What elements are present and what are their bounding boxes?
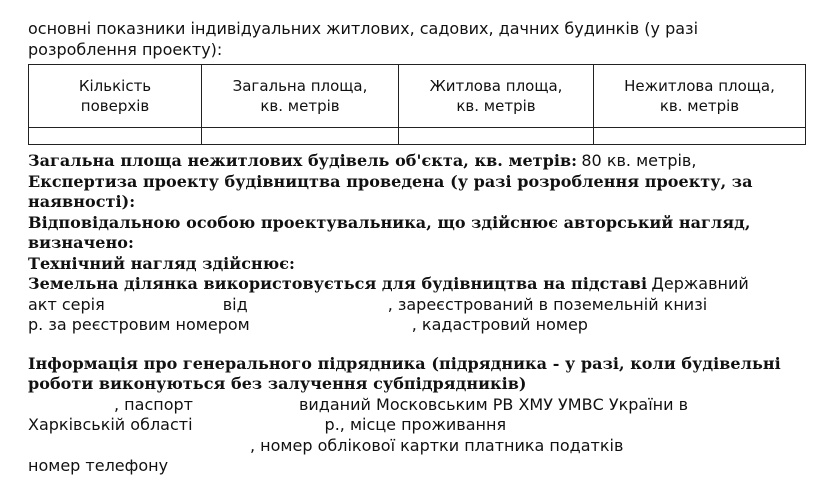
land-cadastral-label: , кадастровий номер (411, 315, 588, 334)
nonres-area-label: Загальна площа нежитлових будівель об'єкта, кв. метрів: (28, 151, 578, 170)
header-floors-line1: Кількість (78, 77, 152, 95)
header-living-area-line2: кв. метрів (456, 97, 536, 115)
passport-label: , паспорт (114, 394, 193, 414)
table-header-row (29, 65, 806, 128)
region-text: Харківській області (28, 415, 193, 434)
contractor-line-4 (28, 456, 813, 477)
land-line-3 (28, 315, 813, 336)
contractor-label-1: Інформація про генерального підрядника (підрядника - у разі, коли будівельні (28, 353, 781, 373)
table-header-cell (202, 65, 399, 128)
header-total-area-line1: Загальна площа, (232, 77, 368, 95)
land-basis-label: Земельна ділянка використовується для будівництва на підставі (28, 274, 648, 293)
contractor-line-1 (28, 395, 813, 416)
contractor-line-3 (28, 436, 813, 457)
expertise-label-1: Експертиза проекту будівництва проведена (у разі розроблення проекту, за (28, 171, 753, 191)
table-row (29, 128, 806, 145)
contractor-line-2 (28, 415, 813, 436)
land-line-2 (28, 295, 813, 316)
document-body (28, 0, 813, 477)
table-cell (399, 128, 594, 145)
header-total-area-line2: кв. метрів (260, 97, 340, 115)
intro-line-2: розроблення проекту): (28, 39, 223, 59)
land-act-label: акт серія (28, 294, 105, 314)
land-reg-number-label: р. за реєстровим номером (28, 315, 250, 334)
table-header-cell (399, 65, 594, 128)
header-nonliving-area-line1: Нежитлова площа, (624, 77, 775, 95)
nonres-area-line (28, 151, 813, 172)
nonres-area-value: 80 кв. метрів, (581, 151, 697, 170)
header-nonliving-area-line2: кв. метрів (659, 97, 740, 115)
intro-line-1: основні показники індивідуальних житлових, садових, дачних будинків (у разі (28, 19, 699, 38)
tax-card-label: , номер облікової картки платника податків (250, 435, 624, 455)
land-basis-value: Державний (651, 274, 749, 293)
contractor-label-2: роботи виконуються без залучення субпідрядників) (28, 374, 527, 393)
residence-label: р., місце проживання (324, 415, 507, 434)
table-cell (29, 128, 202, 145)
indicators-table (28, 64, 806, 145)
table-header-cell (594, 65, 806, 128)
tech-supervision-label: Технічний нагляд здійснює: (28, 253, 295, 273)
table-header-cell (29, 65, 202, 128)
table-cell (202, 128, 399, 145)
issued-by-text: виданий Московським РВ ХМУ УМВС України в (298, 394, 689, 414)
phone-label: номер телефону (28, 456, 169, 475)
author-supervision-1: Відповідальною особою проектувальника, що здійснює авторський нагляд, (28, 212, 751, 232)
land-line-1 (28, 274, 813, 295)
land-registered-label: , зареєстрований в поземельній книзі (387, 294, 708, 314)
header-living-area-line1: Житлова площа, (429, 77, 563, 95)
expertise-label-2: наявності): (28, 192, 136, 211)
author-supervision-2: визначено: (28, 233, 134, 252)
land-from-label: від (222, 294, 248, 314)
table-cell (594, 128, 806, 145)
header-floors-line2: поверхів (80, 97, 150, 115)
